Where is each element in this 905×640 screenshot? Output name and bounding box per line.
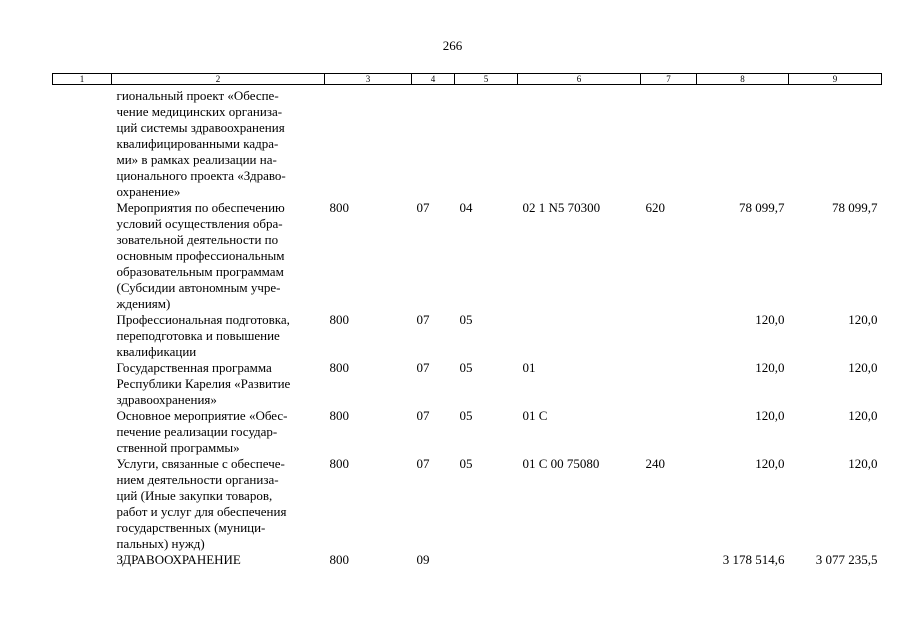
- cell-col1: [53, 85, 112, 201]
- cell-admin-code: 800: [329, 456, 349, 471]
- table-row: [53, 85, 882, 201]
- cell-target-article: 01: [522, 360, 536, 375]
- cell-amount-col9: 120,0: [848, 360, 878, 375]
- table-row: [53, 200, 882, 312]
- budget-table: [52, 73, 882, 568]
- row-name: гиональный проект «Обеспе- чение медицинских организа- ций системы здравоохранения квалифицированными кадра- ми» в рамках реализации на- ционального проекта «Здраво- охранение»: [116, 88, 286, 199]
- table-row: [53, 552, 882, 568]
- cell-section: 07: [416, 360, 430, 375]
- cell-expense-type: [641, 312, 697, 360]
- cell-subsection: [455, 85, 518, 201]
- table-row: [53, 408, 882, 456]
- cell-expense-type: [641, 360, 697, 408]
- cell-subsection: [455, 552, 518, 568]
- table-body: [53, 85, 882, 569]
- cell-subsection: 05: [459, 360, 473, 375]
- table-row: [53, 456, 882, 552]
- cell-amount-col8: [697, 85, 789, 201]
- column-header-5: 5: [455, 74, 518, 85]
- table-row: [53, 360, 882, 408]
- cell-section: 09: [416, 552, 430, 567]
- column-header-2: 2: [112, 74, 325, 85]
- cell-amount-col8: 120,0: [755, 360, 785, 375]
- cell-expense-type: [641, 552, 697, 568]
- cell-target-article: 01 С: [522, 408, 548, 423]
- cell-admin-code: 800: [329, 312, 349, 327]
- cell-amount-col9: 120,0: [848, 456, 878, 471]
- cell-admin-code: 800: [329, 552, 349, 567]
- cell-amount-col8: 78 099,7: [739, 200, 785, 215]
- cell-subsection: 05: [459, 312, 473, 327]
- cell-subsection: 05: [459, 456, 473, 471]
- cell-amount-col9: 78 099,7: [832, 200, 878, 215]
- table-row: [53, 312, 882, 360]
- column-header-9: 9: [789, 74, 882, 85]
- cell-col1: [53, 312, 112, 360]
- cell-amount-col9: [789, 85, 882, 201]
- cell-target-article: [518, 85, 641, 201]
- cell-section: 07: [416, 200, 430, 215]
- cell-amount-col8: 120,0: [755, 408, 785, 423]
- column-header-3: 3: [325, 74, 412, 85]
- cell-col1: [53, 552, 112, 568]
- cell-expense-type: [641, 85, 697, 201]
- cell-admin-code: 800: [329, 360, 349, 375]
- cell-section: 07: [416, 408, 430, 423]
- cell-amount-col9: 120,0: [848, 312, 878, 327]
- column-header-6: 6: [518, 74, 641, 85]
- cell-col1: [53, 200, 112, 312]
- cell-target-article: 01 С 00 75080: [522, 456, 600, 471]
- cell-expense-type: 620: [645, 200, 665, 215]
- column-header-4: 4: [412, 74, 455, 85]
- cell-subsection: 04: [459, 200, 473, 215]
- cell-section: 07: [416, 456, 430, 471]
- cell-col1: [53, 456, 112, 552]
- cell-amount-col9: 3 077 235,5: [815, 552, 878, 567]
- page-number: 266: [442, 38, 463, 53]
- row-name: Услуги, связанные с обеспече- нием деятельности организа- ций (Иные закупки товаров, работ и услуг для обеспечения государственных (муници- пальных) нужд): [116, 456, 287, 551]
- cell-subsection: 05: [459, 408, 473, 423]
- cell-amount-col9: 120,0: [848, 408, 878, 423]
- cell-target-article: [518, 552, 641, 568]
- cell-amount-col8: 120,0: [755, 456, 785, 471]
- cell-expense-type: [641, 408, 697, 456]
- row-name: Государственная программа Республики Карелия «Развитие здравоохранения»: [116, 360, 291, 407]
- cell-amount-col8: 120,0: [755, 312, 785, 327]
- cell-target-article: 02 1 N5 70300: [522, 200, 601, 215]
- cell-section: [412, 85, 455, 201]
- table-header-row: [53, 74, 882, 85]
- column-header-7: 7: [641, 74, 697, 85]
- cell-section: 07: [416, 312, 430, 327]
- column-header-8: 8: [697, 74, 789, 85]
- cell-admin-code: [325, 85, 412, 201]
- row-name: ЗДРАВООХРАНЕНИЕ: [116, 552, 241, 567]
- row-name: Основное мероприятие «Обес- печение реализации государ- ственной программы»: [116, 408, 288, 455]
- row-name: Мероприятия по обеспечению условий осуществления обра- зовательной деятельности по основным профессиональным образовательным программам (Субсидии автономным учре- ждениям): [116, 200, 285, 311]
- column-header-1: 1: [53, 74, 112, 85]
- cell-target-article: [518, 312, 641, 360]
- cell-amount-col8: 3 178 514,6: [722, 552, 785, 567]
- row-name: Профессиональная подготовка, переподготовка и повышение квалификации: [116, 312, 290, 359]
- cell-col1: [53, 360, 112, 408]
- cell-admin-code: 800: [329, 408, 349, 423]
- cell-col1: [53, 408, 112, 456]
- cell-expense-type: 240: [645, 456, 665, 471]
- cell-admin-code: 800: [329, 200, 349, 215]
